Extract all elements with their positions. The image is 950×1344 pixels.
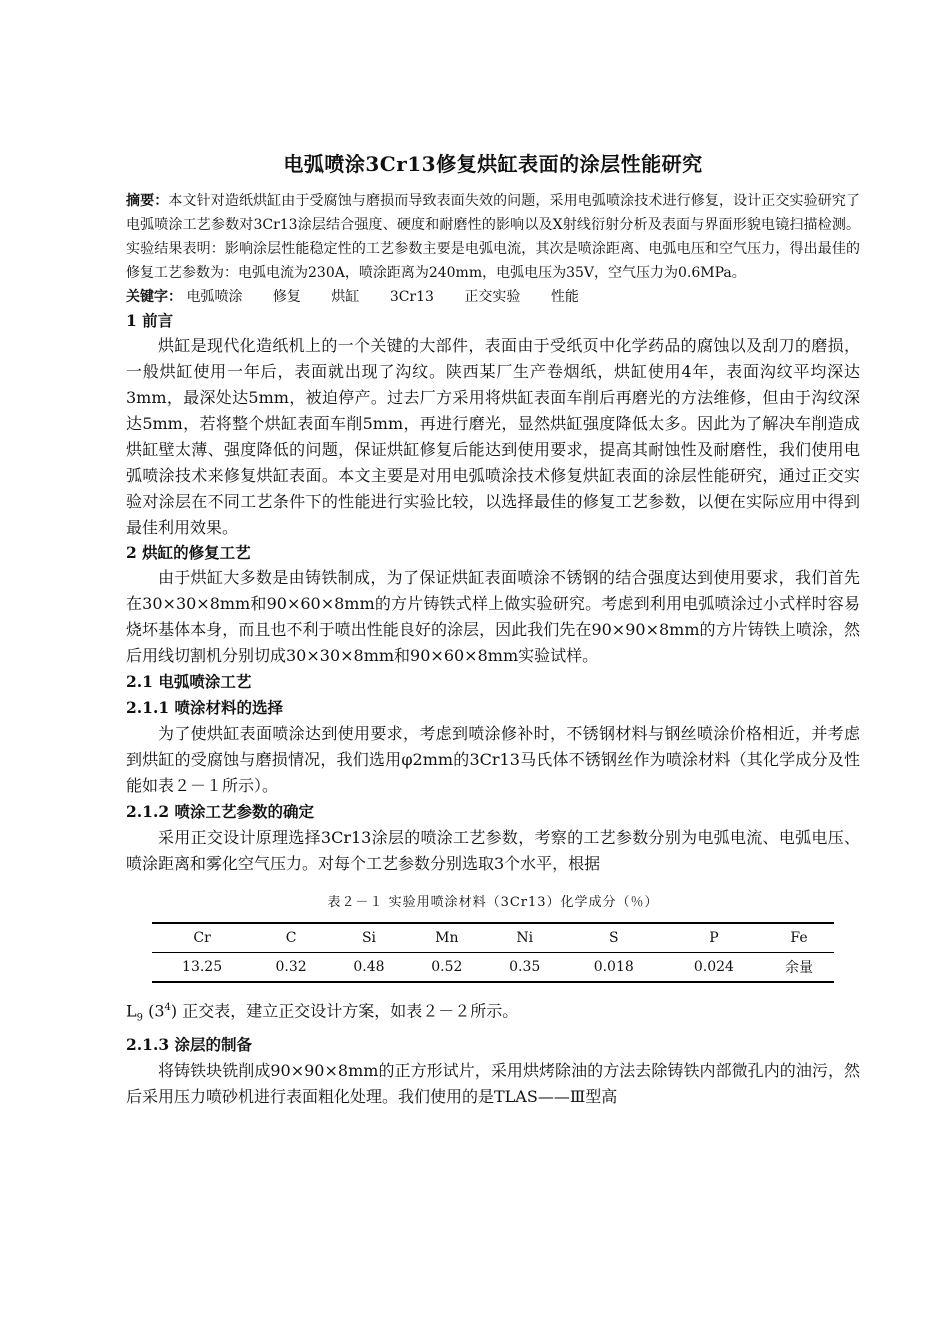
- table-header-cell: Cr: [152, 923, 252, 953]
- table-cell: 13.25: [152, 953, 252, 983]
- keyword: 3Cr13: [389, 289, 434, 305]
- abstract: [126, 189, 860, 285]
- table-cell: 0.52: [408, 953, 486, 983]
- keyword: 性能: [550, 289, 579, 305]
- abstract-text: 本文针对造纸烘缸由于受腐蚀与磨损而导致表面失效的问题，采用电弧喷涂技术进行修复，设计正交实验研究了电弧喷涂工艺参数对3Cr13涂层结合强度、硬度和耐磨性的影响以及X射线衍射分析及表面与界面形貌电镜扫描检测。实验结果表明：影响涂层性能稳定性的工艺参数主要是电弧电流，其次是喷涂距离、电弧电压和空气压力，得出最佳的修复工艺参数为：电弧电流为230A，喷涂距离为240mm，电弧电压为35V，空气压力为0.6MPa。: [126, 193, 861, 281]
- table-header-cell: S: [564, 923, 664, 953]
- orthogonal-table-text: ) 正交表，建立正交设计方案，如表２－２所示。: [170, 1001, 519, 1021]
- keywords: [126, 285, 860, 309]
- keywords-label: 关键字：: [126, 289, 182, 305]
- keyword: 修复: [272, 289, 301, 305]
- section-2-1-1-paragraph: 为了使烘缸表面喷涂达到使用要求，考虑到喷涂修补时，不锈钢材料与钢丝喷涂价格相近，并考虑到烘缸的受腐蚀与磨损情况，我们选用φ2mm的3Cr13马氏体不锈钢丝作为喷涂材料（其化学成分及性能如表２－１所示）。: [126, 724, 860, 795]
- orthogonal-table-symbol: L: [126, 1001, 137, 1021]
- section-heading-2: 2 烘缸的修复工艺: [126, 543, 251, 562]
- orthogonal-table-open: (3: [143, 1001, 165, 1021]
- section-heading-2-1-2: 2.1.2 喷涂工艺参数的确定: [126, 802, 315, 821]
- section-2-1-2-continuation: [126, 995, 860, 1032]
- table-header-row: [152, 923, 834, 953]
- paper-page: [126, 148, 860, 1110]
- keyword: 正交实验: [464, 289, 521, 305]
- section-2-1-3-paragraph: 将铸铁块铣削成90×90×8mm的正方形试片，采用烘烤除油的方法去除铸铁内部微孔内的油污，然后采用压力喷砂机进行表面粗化处理。我们使用的是TLAS——Ⅲ型高: [126, 1060, 860, 1106]
- section-2-paragraph: 由于烘缸大多数是由铸铁制成，为了保证烘缸表面喷涂不锈钢的结合强度达到使用要求，我们首先在30×30×8mm和90×60×8mm的方片铸铁式样上做实验研究。考虑到利用电弧喷涂过小式样时容易烧坏基体本身，而且也不利于喷出性能良好的涂层，因此我们先在90×90×8mm的方片铸铁上喷涂，然后用线切割机分别切成30×30×8mm和90×60×8mm实验试样。: [126, 568, 860, 665]
- table-caption: 表２－１ 实验用喷涂材料（3Cr13）化学成分（％）: [327, 895, 659, 910]
- section-heading-1: 1 前言: [126, 311, 174, 330]
- table-header-cell: C: [252, 923, 330, 953]
- composition-table: [152, 922, 834, 983]
- section-heading-2-1-3: 2.1.3 涂层的制备: [126, 1034, 253, 1054]
- table-cell: 0.32: [252, 953, 330, 983]
- keyword: 烘缸: [331, 289, 360, 305]
- section-1-paragraph: 烘缸是现代化造纸机上的一个关键的大部件，表面由于受纸页中化学药品的腐蚀以及刮刀的磨损，一般烘缸使用一年后，表面就出现了沟纹。陕西某厂生产卷烟纸，烘缸使用4年，表面沟纹平均深达3mm，最深处达5mm，被迫停产。过去厂方采用将烘缸表面车削后再磨光的方法维修，但由于沟纹深达5mm，若将整个烘缸表面车削5mm，再进行磨光，显然烘缸强度降低太多。因此为了解决车削造成烘缸壁太薄、强度降低的问题，保证烘缸修复后能达到使用要求，提高其耐蚀性及耐磨性，我们使用电弧喷涂技术来修复烘缸表面。本文主要是对用电弧喷涂技术修复烘缸表面的涂层性能研究，通过正交实验对涂层在不同工艺条件下的性能进行实验比较，以选择最佳的修复工艺参数，以便在实际应用中得到最佳利用效果。: [126, 336, 860, 537]
- table-cell: 0.35: [486, 953, 564, 983]
- orthogonal-table-superscript: 4: [164, 1002, 171, 1013]
- table-cell: 0.024: [664, 953, 764, 983]
- section-heading-2-1: 2.1 电弧喷涂工艺: [126, 672, 252, 691]
- table-cell: 0.48: [330, 953, 408, 983]
- abstract-label: 摘要：: [126, 193, 169, 209]
- table-cell: 余量: [764, 953, 834, 983]
- table-row: [152, 953, 834, 983]
- table-header-cell: Ni: [486, 923, 564, 953]
- section-2-1-2-paragraph: 采用正交设计原理选择3Cr13涂层的喷涂工艺参数，考察的工艺参数分别为电弧电流、电弧电压、喷涂距离和雾化空气压力。对每个工艺参数分别选取3个水平，根据: [126, 828, 860, 873]
- table-header-cell: P: [664, 923, 764, 953]
- section-heading-2-1-1: 2.1.1 喷涂材料的选择: [126, 698, 284, 717]
- table-header-cell: Mn: [408, 923, 486, 953]
- table-header-cell: Fe: [764, 923, 834, 953]
- paper-title: 电弧喷涂3Cr13修复烘缸表面的涂层性能研究: [283, 152, 703, 176]
- table-header-cell: Si: [330, 923, 408, 953]
- table-cell: 0.018: [564, 953, 664, 983]
- keyword: 电弧喷涂: [186, 289, 243, 305]
- orthogonal-table-subscript: 9: [136, 1012, 143, 1024]
